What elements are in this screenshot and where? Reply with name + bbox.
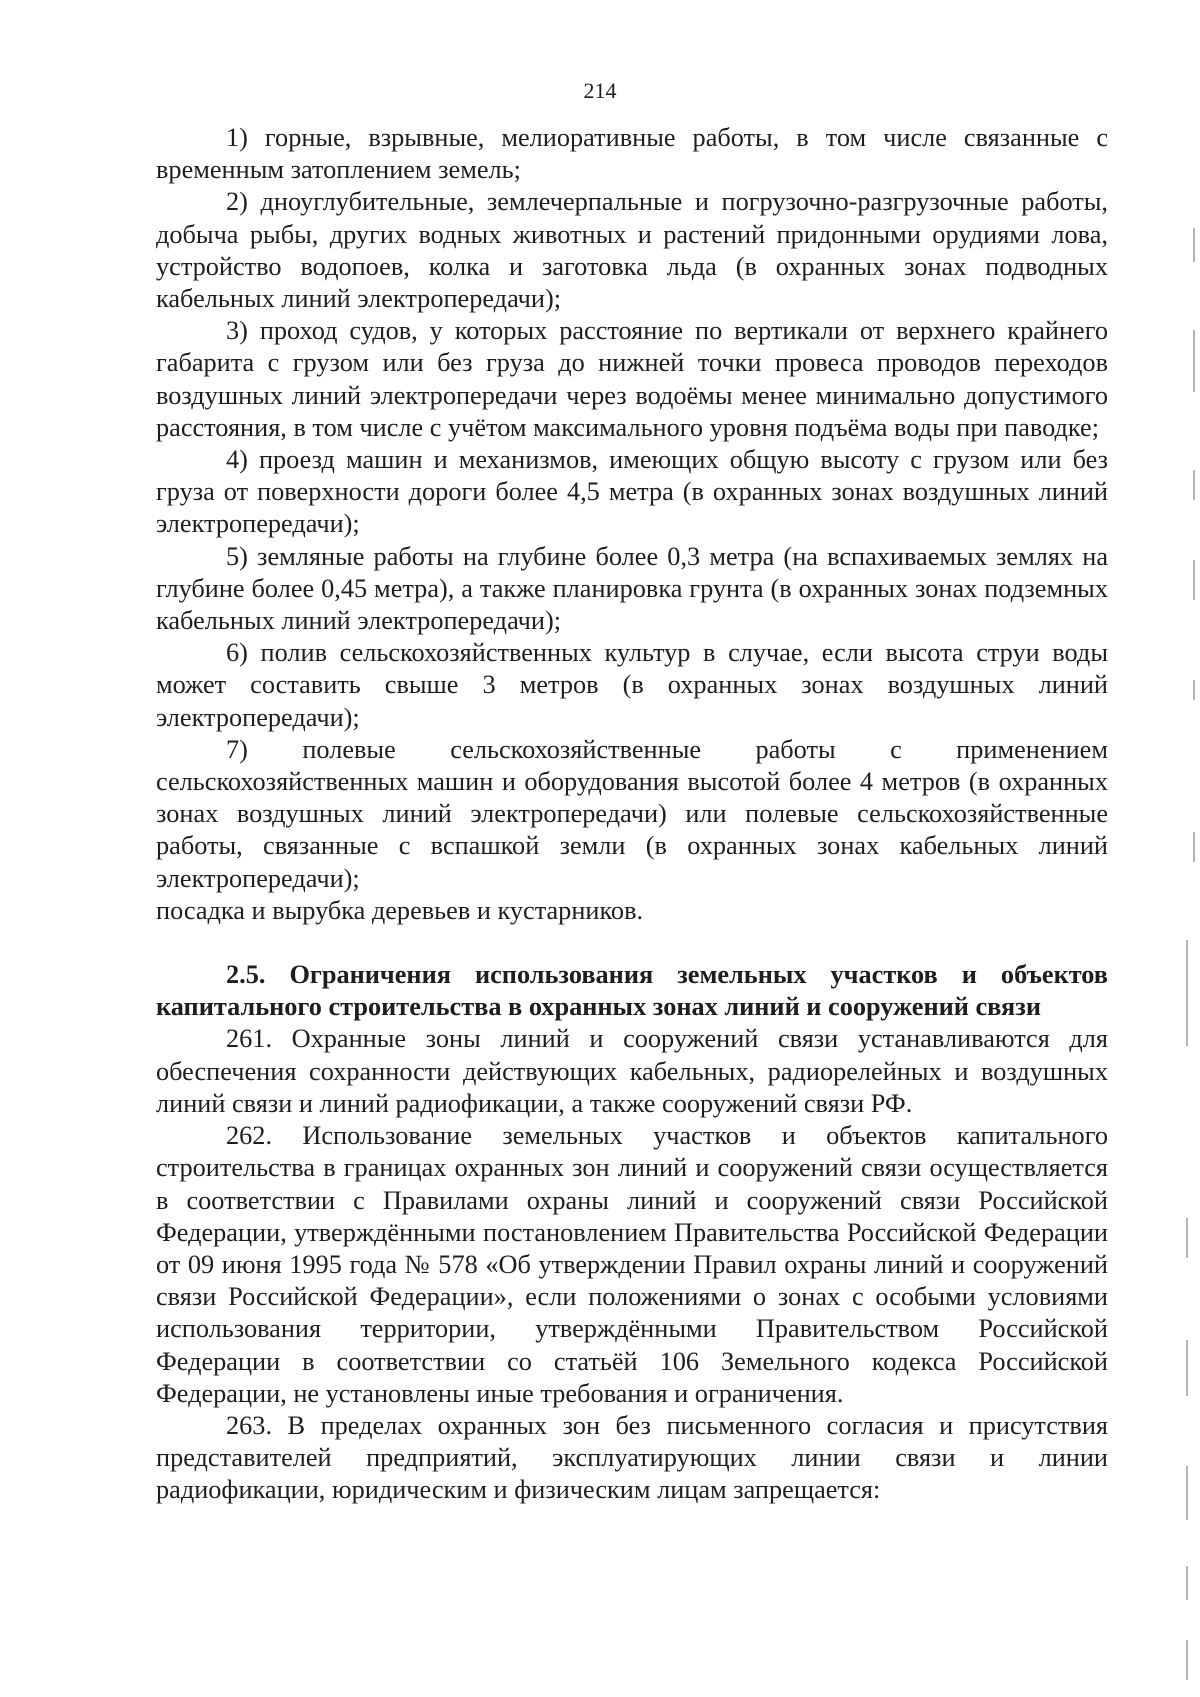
list-item: 5) земляные работы на глубине более 0,3 метра (на вспахиваемых землях на глубине более 0,45 метра), а также планировка грунта (в охранных зонах подземных кабельных линий электропередачи); — [156, 541, 1108, 636]
list-item: 3) проход судов, у которых расстояние по вертикали от верхнего крайнего габарита с грузом или без груза до нижней точки провеса проводов переходов воздушных линий электропередачи через водоёмы менее минимально допустимого расстояния, в том числе с учётом максимального уровня подъёма воды при паводке; — [156, 316, 1108, 442]
section-paragraph: 262. Использование земельных участков и объектов капитального строительства в границах охранных зон линий и сооружений связи осуществляется в соответствии с Правилами охраны линий и сооружений связи Российской Федерации, утверждёнными постановлением Правительства Российской Федерации от 09 июня 1995 года № 578 «Об утверждении Правил охраны линий и сооружений связи Российской Федерации», если положениями о зонах с особыми условиями использования территории, утверждёнными Правительством Российской Федерации в соответствии со статьёй 106 Земельного кодекса Российской Федерации, не установлены иные требования и ограничения. — [156, 1121, 1108, 1408]
list-item: 7) полевые сельскохозяйственные работы с применением сельскохозяйственных машин и оборудования высотой более 4 метров (в охранных зонах воздушных линий электропередачи) или полевые сельскохозяйственные работы, связанные с вспашкой земли (в охранных зонах кабельных линий электропередачи); — [156, 734, 1108, 893]
section-paragraph: 261. Охранные зоны линий и сооружений связи устанавливаются для обеспечения сохранности действующих кабельных, радиорелейных и воздушных линий связи и линий радиофикации, а также сооружений связи РФ. — [156, 1024, 1108, 1118]
page-number: 214 — [583, 78, 617, 103]
list-item: 4) проезд машин и механизмов, имеющих общую высоту с грузом или без груза от поверхности дороги более 4,5 метра (в охранных зонах воздушных линий электропередачи); — [156, 445, 1108, 539]
trailing-line: посадка и вырубка деревьев и кустарников. — [156, 895, 644, 925]
list-item: 2) дноуглубительные, землечерпальные и погрузочно-разгрузочные работы, добыча рыбы, других водных животных и растений придонными орудиями лова, устройство водопоев, колка и заготовка льда (в охранных зонах подводных кабельных линий электропередачи); — [156, 187, 1108, 314]
document-body — [156, 122, 1108, 1507]
list-item: 1) горные, взрывные, мелиоративные работы, в том числе связанные с временным затоплением земель; — [156, 123, 1108, 185]
section-heading: 2.5. Ограничения использования земельных участков и объектов капитального строительства в охранных зонах линий и сооружений связи — [156, 960, 1108, 1022]
section-paragraph: 263. В пределах охранных зон без письменного согласия и присутствия представителей предприятий, эксплуатирующих линии связи и линии радиофикации, юридическим и физическим лицам запрещается: — [156, 1410, 1108, 1505]
list-item: 6) полив сельскохозяйственных культур в случае, если высота струи воды может составить свыше 3 метров (в охранных зонах воздушных линий электропередачи); — [156, 638, 1108, 732]
